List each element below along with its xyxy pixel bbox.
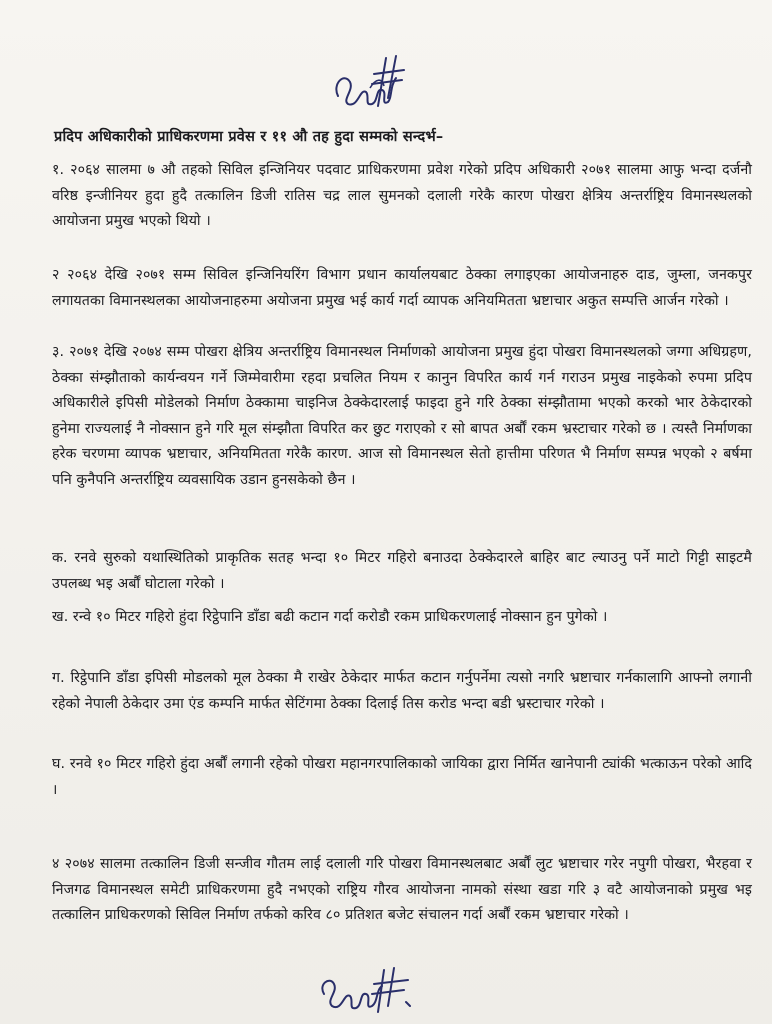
paragraph-3c: ग. रिट्ठेपानि डाँडा इपिसी मोडलको मूल ठेक्का मै राखेर ठेकेदार मार्फत कटान गर्नुपर्नेमा त्यसो नगरि भ्रष्टाचार गर्नकालागि आफ्नो लगानी रहेको नेपाली ठेकेदार उमा एंड कम्पनि मार्फत सेटिंगमा ठेक्का दिलाई तिस करोड भन्दा बडी भ्रस्टाचार गरेको । — [52, 670, 752, 712]
paragraph-3d: घ. रनवे १० मिटर गहिरो हुंदा अर्बौं लगानी रहेको पोखरा महानगरपालिकाको जायिका द्वारा निर्मित खानेपानी ट्यांकी भत्काऊन परेको आदि । — [52, 756, 752, 798]
paragraph-3b: ख. रन्वे १० मिटर गहिरो हुंदा रिट्ठेपानि डाँडा बढी कटान गर्दा करोडौ रकम प्राधिकरणलाई नोक्सान हुन पुगेको । — [52, 609, 608, 625]
document-heading: प्रदिप अधिकारीको प्राधिकरणमा प्रवेस र ११ औ तह हुदा सम्मको सन्दर्भ– — [54, 129, 444, 145]
paragraph-2: २ २०६४ देखि २०७१ सम्म सिविल इन्जिनियरिंग विभाग प्रधान कार्यालयबाट ठेक्का लगाइएका आयोजनाहरु दाड, जुम्ला, जनकपुर लगायतका विमानस्थलका आयोजनाहरुमा अयोजना प्रमुख भई कार्य गर्दा व्यापक अनियमितता भ्रष्टाचार अकुत सम्पत्ति आर्जन गरेको । — [52, 267, 752, 309]
paragraph-4: ४ २०७४ सालमा तत्कालिन डिजी सन्जीव गौतम लाई दलाली गरि पोखरा विमानस्थलबाट अर्बौं लुट भ्रष्टाचार गरेर नपुगी पोखरा, भैरहवा र निजगढ विमानस्थल समेटी प्राधिकरणमा हुदै नभएको राष्ट्रिय गौरव आयोजना नामको संस्था खडा गरि ३ वटै आयोजनाको प्रमुख भइ तत्कालिन प्राधिकरणको सिविल निर्माण तर्फको करिव ८० प्रतिशत बजेट संचालन गर्दा अर्बौं रकम भ्रष्टाचार गरेको । — [52, 856, 752, 923]
paragraph-3: ३. २०७१ देखि २०७४ सम्म पोखरा क्षेत्रिय अन्तर्राष्ट्रिय विमानस्थल निर्माणको आयोजना प्रमुख हुंदा पोखरा विमानस्थलको जग्गा अधिग्रहण, ठेक्का संम्झौताको कार्यन्वयन गर्ने जिम्मेवारीमा रहदा प्रचलित नियम र कानुन विपरित कार्य गर्न गराउन प्रमुख नाइकेको रुपमा प्रदिप अधिकारीले इपिसी मोडेलको निर्माण ठेक्कामा चाइनिज ठेक्केदारलाई फाइदा हुने गरि ठेक्का संम्झौतामा भएको करको भार ठेकेदारको हुनेमा राज्यलाई नै नोक्सान हुने गरि मूल संम्झौता विपरित कर छुट गराएको र सो बापत अर्बौं रकम भ्रस्टाचार गरेको छ । त्यस्तै निर्माणका हरेक चरणमा व्यापक भ्रष्टाचार, अनियमितता गरेकै कारण. आज सो विमानस्थल सेतो हात्तीमा परिणत भै निर्माण सम्पन्न भएको २ बर्षमा पनि कुनैपनि अन्तर्राष्ट्रिय व्यवसायिक उडान हुनसकेको छैन । — [52, 344, 752, 488]
paragraph-1: १. २०६४ सालमा ७ औ तहको सिविल इन्जिनियर पदवाट प्राधिकरणमा प्रवेश गरेको प्रदिप अधिकारी २०७१ सालमा आफु भन्दा दर्जनौ वरिष्ठ इन्जीनियर हुदा हुदै तत्कालिन डिजी रातिस चद्र लाल सुमनको दलाली गरेकै कारण पोखरा क्षेत्रिय अन्तर्राष्ट्रिय विमानस्थलको आयोजना प्रमुख भएको थियो । — [52, 162, 752, 229]
paragraph-3a: क. रनवे सुरुको यथास्थितिको प्राकृतिक सतह भन्दा १० मिटर गहिरो बनाउदा ठेक्केदारले बाहिर बाट ल्याउनु पर्ने माटो गिट्टी साइटमै उपलब्ध भइ अर्बौं घोटाला गरेको । — [52, 550, 752, 592]
handwritten-signature-bottom — [318, 962, 414, 1020]
handwritten-signature-top — [330, 48, 408, 120]
